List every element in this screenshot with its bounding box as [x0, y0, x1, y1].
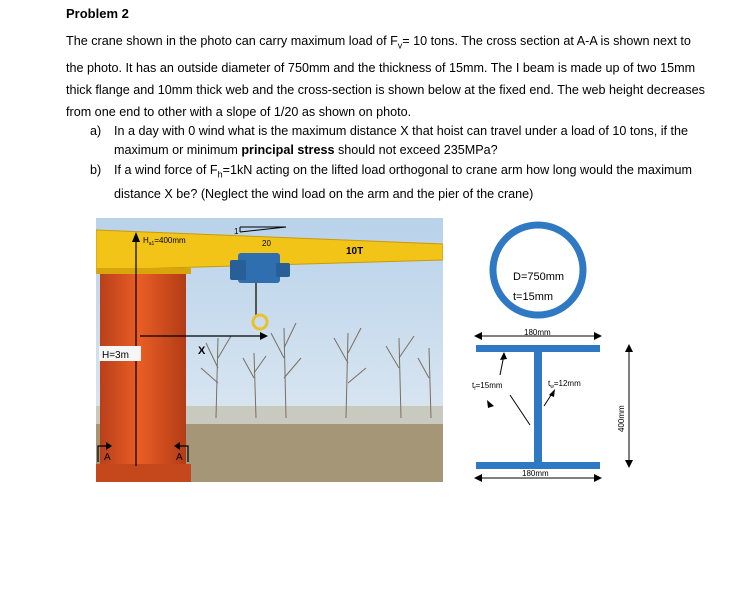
cross-section-drawing: [460, 210, 660, 490]
section-label-left: A: [104, 452, 111, 463]
ring-thickness-label: t=15mm: [513, 291, 554, 303]
arm-height-label: $H_{a1}=400mm$: [143, 236, 186, 247]
question-a-pre: In a day with 0 wind what is the maximum distance X that hoist can travel under a load of 10 tons, if the maximum or minimum: [114, 124, 689, 157]
cross-sections: [460, 210, 660, 490]
height-arrow-bottom: [625, 460, 633, 468]
crane-photo: [96, 218, 443, 482]
question-b-post: =1kN acting on the lifted load orthogonal to crane arm how long would the maximum distance X be? (Neglect the wind load on the arm and the pier of the crane): [114, 163, 692, 201]
statement-part-1: The crane shown in the photo can carry maximum load of F: [66, 34, 398, 48]
flange-arrow-2: [487, 400, 494, 408]
problem-title: Problem 2: [66, 6, 129, 21]
bottom-width-arrow-left: [474, 474, 482, 482]
top-width-arrow-left: [474, 332, 482, 340]
top-width-arrow-right: [594, 332, 602, 340]
height-label: 400mm: [617, 405, 626, 432]
crane-illustration: [96, 218, 443, 482]
x-label: X: [198, 345, 206, 357]
flange-thickness-label: $t_f=15mm$: [472, 381, 503, 392]
bottom-width-label: 180mm: [522, 469, 549, 478]
question-a-text: [114, 122, 704, 160]
statement-sub-v: v: [397, 40, 403, 51]
arm-bracket: [96, 268, 191, 274]
question-b-pre: If a wind force of F: [114, 163, 218, 177]
flange-thickness-arrow: [500, 352, 507, 360]
ibeam-web: [534, 352, 542, 462]
pier-height-label: H=3m: [102, 350, 129, 361]
crane-pier: [100, 270, 186, 474]
question-b-text: [114, 161, 704, 204]
ibeam-top-flange: [476, 345, 600, 352]
question-b-sub-h: h: [217, 169, 223, 180]
question-b: [90, 161, 700, 201]
ring-diameter-label: D=750mm: [513, 271, 565, 283]
web-leader-2: [510, 395, 530, 425]
question-a-label: a): [90, 124, 102, 138]
question-b-label: b): [90, 163, 102, 177]
web-thickness-arrow: [549, 389, 555, 397]
web-thickness-label: $t_w=12mm$: [548, 379, 581, 390]
statement-part-2: = 10 tons. The cross section at A-A is shown next to the photo. It has an outside diameter of 750mm and the thickness of 15mm. The I beam is made up of two 15mm thick flange and 10mm thick web and the cross-section is shown below at the fixed end. The web height decreases from one end to other with a slope of 1/20 as shown on photo.: [66, 34, 705, 119]
slope-run-label: 20: [262, 239, 271, 248]
hoist-motor: [230, 260, 246, 280]
problem-statement: [66, 30, 706, 123]
load-label: 10T: [346, 246, 364, 257]
question-a-post: should not exceed 235MPa?: [334, 143, 498, 157]
ibeam-bottom-flange: [476, 462, 600, 469]
slope-rise-label: 1: [234, 227, 239, 236]
height-arrow-top: [625, 344, 633, 352]
question-a-bold: principal stress: [241, 143, 335, 157]
question-a: [90, 122, 700, 157]
hoist-gear: [276, 263, 290, 277]
pier-base: [96, 464, 191, 482]
section-label-right: A: [176, 452, 183, 463]
top-width-label: 180mm: [524, 328, 551, 337]
bottom-width-arrow-right: [594, 474, 602, 482]
